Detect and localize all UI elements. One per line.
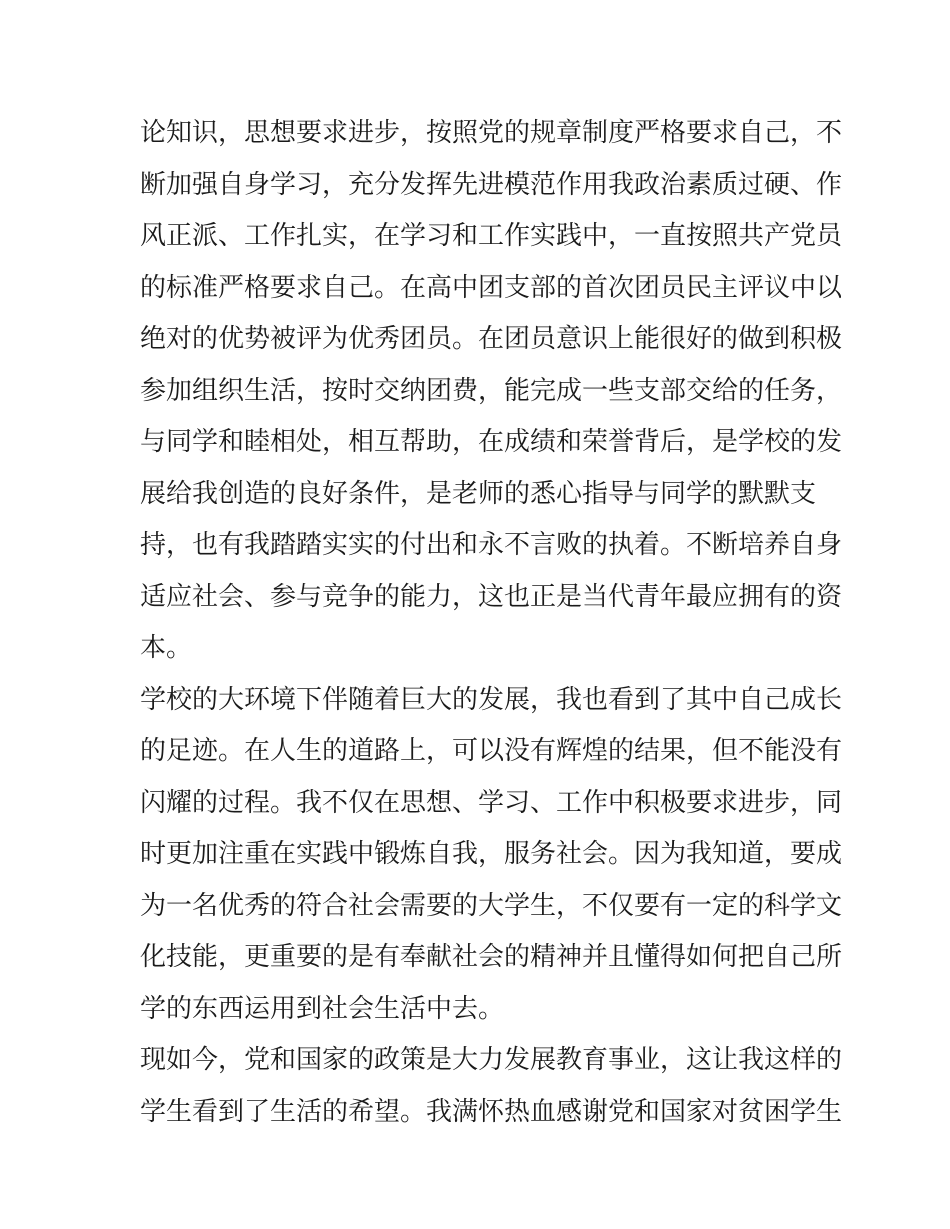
text-line: 化技能，更重要的是有奉献社会的精神并且懂得如何把自己所 [140,942,843,972]
text-line: 为一名优秀的符合社会需要的大学生，不仅要有一定的科学文 [140,890,843,921]
text-line: 与同学和睦相处，相互帮助，在成绩和荣誉背后，是学校的发 [140,427,843,457]
body-text [140,108,843,1138]
text-line: 闪耀的过程。我不仅在思想、学习、工作中积极要求进步，同 [140,787,843,818]
text-line: 的足迹。在人生的道路上，可以没有辉煌的结果，但不能没有 [140,736,843,766]
text-line: 论知识，思想要求进步，按照党的规章制度严格要求自己，不 [140,118,843,148]
text-line: 学生看到了生活的希望。我满怀热血感谢党和国家对贫困学生 [140,1096,843,1127]
text-line: 持，也有我踏踏实实的付出和永不言败的执着。不断培养自身 [140,530,843,560]
text-line: 现如今，党和国家的政策是大力发展教育事业，这让我这样的 [140,1045,843,1075]
text-line: 的标准严格要求自己。在高中团支部的首次团员民主评议中以 [140,272,843,303]
text-line: 展给我创造的良好条件，是老师的悉心指导与同学的默默支 [140,478,817,509]
text-line: 时更加注重在实践中锻炼自我，服务社会。因为我知道，要成 [140,839,843,869]
text-line: 适应社会、参与竞争的能力，这也正是当代青年最应拥有的资 [140,581,843,612]
text-line: 绝对的优势被评为优秀团员。在团员意识上能很好的做到积极 [140,324,843,354]
text-line: 学的东西运用到社会生活中去。 [140,993,505,1024]
text-line: 风正派、工作扎实，在学习和工作实践中，一直按照共产党员 [140,221,843,251]
text-line: 学校的大环境下伴随着巨大的发展，我也看到了其中自己成长 [140,684,843,715]
text-line: 断加强自身学习，充分发挥先进模范作用我政治素质过硬、作 [140,169,843,200]
text-line: 本。 [140,633,193,663]
text-line: 参加组织生活，按时交纳团费，能完成一些支部交给的任务， [140,375,843,406]
